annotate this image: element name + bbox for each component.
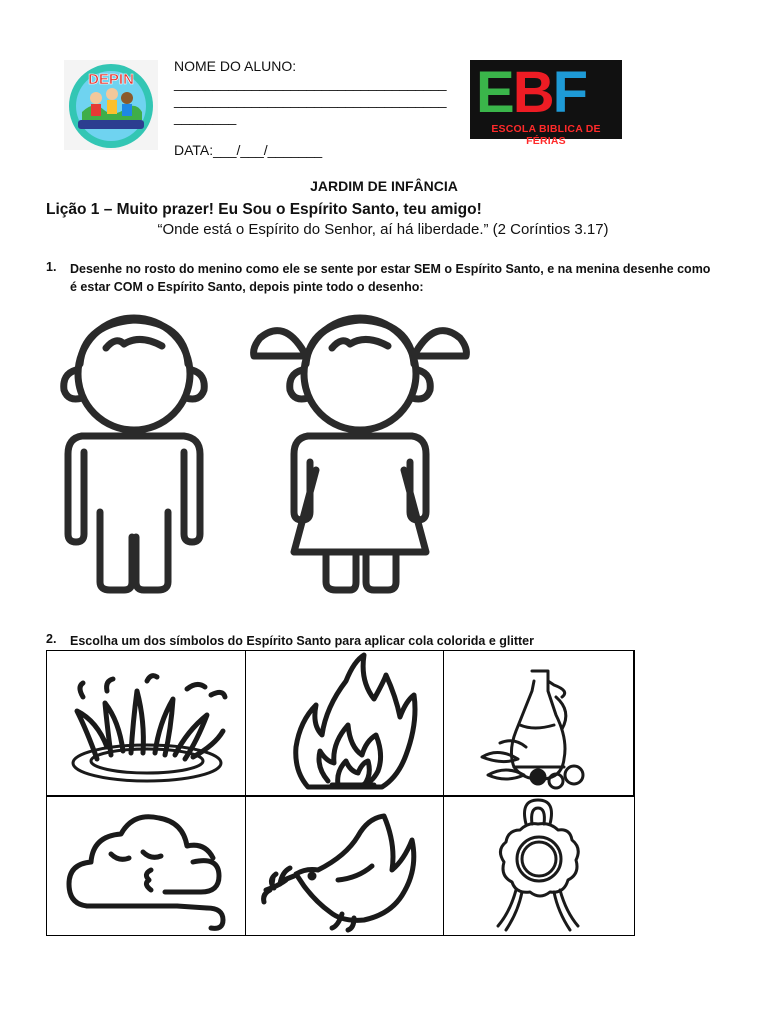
children-figures	[54, 312, 474, 597]
grid-row-divider	[47, 796, 634, 797]
student-name-label: NOME DO ALUNO:	[174, 58, 297, 74]
q1-bold2: COM	[113, 280, 143, 294]
ebf-logo	[470, 60, 622, 147]
boy-figure-icon[interactable]	[64, 318, 205, 590]
question-2-number: 2.	[46, 632, 57, 646]
q1-part1: Desenhe no rosto do menino como ele se sente por estar	[70, 262, 414, 276]
ebf-logo-subtitle: ESCOLA BIBLICA DE FÉRIAS	[491, 123, 601, 147]
water-splash-icon	[47, 651, 246, 796]
ebf-logo-letters	[476, 62, 586, 124]
question-1-number: 1.	[46, 260, 57, 274]
symbol-cell-seal[interactable]	[444, 796, 634, 935]
ebf-letter-f: F	[552, 60, 587, 125]
date-field[interactable]: DATA:___/___/_______	[174, 142, 323, 158]
ebf-letter-e: E	[476, 60, 513, 125]
symbol-cell-fire[interactable]	[246, 651, 444, 796]
symbol-cell-dove[interactable]	[246, 796, 444, 935]
q1-part3: o Espírito Santo, depois pinte todo o desenho:	[142, 280, 424, 294]
oil-jar-icon	[444, 651, 634, 796]
page-title: JARDIM DE INFÂNCIA	[310, 178, 458, 194]
student-name-line-1[interactable]: ___________________________________	[174, 75, 447, 91]
ebf-letter-b: B	[512, 60, 553, 125]
bible-verse-text: “Onde está o Espírito do Senhor, aí há liberdade.” (2 Coríntios 3.17)	[157, 221, 609, 238]
q1-bold1: SEM	[413, 262, 441, 276]
depin-logo	[64, 60, 158, 150]
student-name-line-3[interactable]: ________	[174, 109, 237, 125]
fire-icon	[246, 651, 444, 796]
wind-cloud-icon	[47, 796, 246, 935]
depin-logo-text: DEPIN	[88, 71, 134, 88]
lesson-title: Lição 1 – Muito prazer! Eu Sou o Espírito Santo, teu amigo!	[46, 201, 482, 218]
question-2-label: Escolha um dos símbolos do Espírito Santo para aplicar cola colorida e glitter	[70, 634, 534, 648]
girl-figure-icon[interactable]	[254, 318, 467, 590]
symbols-grid	[46, 650, 635, 936]
symbol-cell-wind[interactable]	[47, 796, 246, 935]
bible-verse	[0, 221, 768, 238]
student-name-line-2[interactable]: ___________________________________	[174, 92, 447, 108]
symbol-cell-oil[interactable]	[444, 651, 634, 796]
question-2-text	[70, 632, 670, 650]
question-1-text	[70, 260, 720, 296]
seal-icon	[444, 796, 634, 935]
student-name-block	[174, 58, 459, 126]
dove-icon	[246, 796, 444, 935]
q1-part2: o Espírito Santo, e na menina desenhe como é estar	[70, 262, 711, 294]
symbol-cell-water[interactable]	[47, 651, 246, 796]
